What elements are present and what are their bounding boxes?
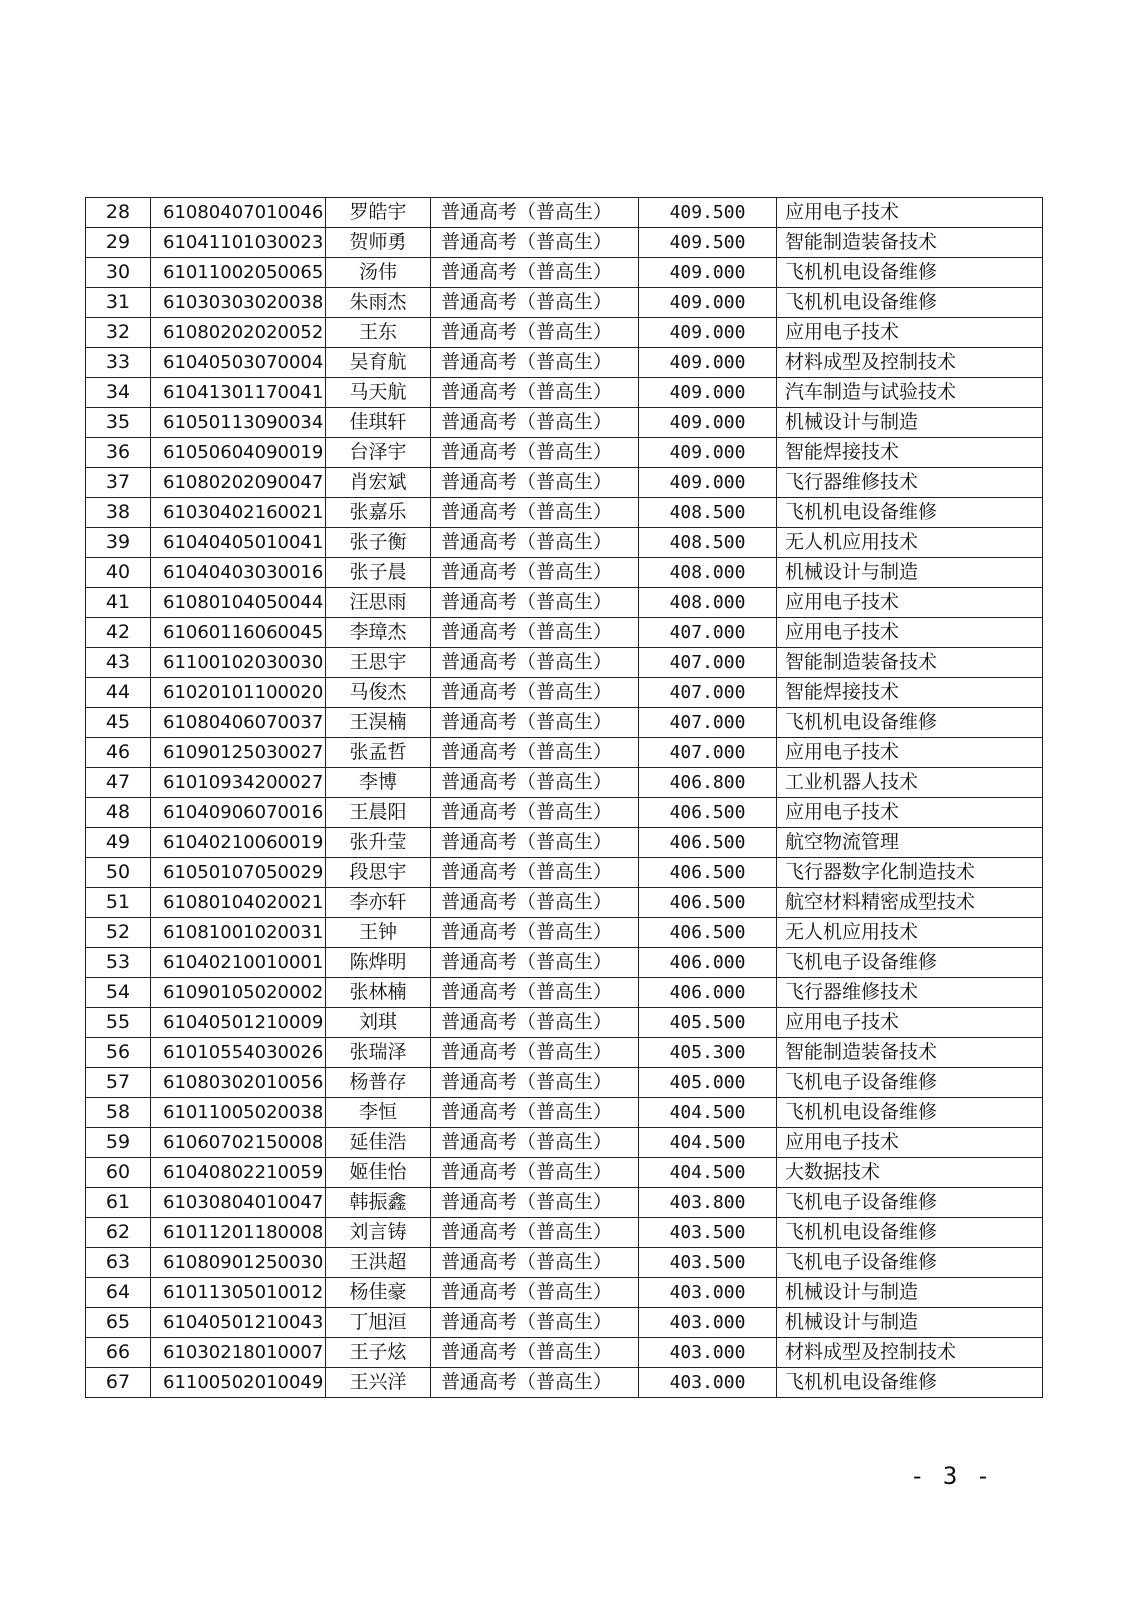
table-row xyxy=(86,1338,1043,1368)
table-row xyxy=(86,738,1043,768)
table-row xyxy=(86,948,1043,978)
major-cell: 飞机机电设备维修 xyxy=(777,1368,1043,1398)
row-number-cell: 30 xyxy=(86,258,151,288)
admission-type-cell: 普通高考（普高生） xyxy=(431,288,639,318)
row-number-cell: 50 xyxy=(86,858,151,888)
row-number-cell: 29 xyxy=(86,228,151,258)
score-cell: 406.500 xyxy=(639,828,777,858)
student-name-cell: 张升莹 xyxy=(326,828,431,858)
exam-id-cell: 61040503070004 xyxy=(151,348,326,378)
exam-id-cell: 61080406070037 xyxy=(151,708,326,738)
score-cell: 406.500 xyxy=(639,798,777,828)
table-row xyxy=(86,318,1043,348)
score-cell: 403.000 xyxy=(639,1278,777,1308)
admission-type-cell: 普通高考（普高生） xyxy=(431,678,639,708)
student-name-cell: 肖宏斌 xyxy=(326,468,431,498)
score-cell: 408.500 xyxy=(639,498,777,528)
major-cell: 机械设计与制造 xyxy=(777,1308,1043,1338)
row-number-cell: 54 xyxy=(86,978,151,1008)
exam-id-cell: 61081001020031 xyxy=(151,918,326,948)
row-number-cell: 34 xyxy=(86,378,151,408)
admission-type-cell: 普通高考（普高生） xyxy=(431,1248,639,1278)
score-cell: 409.000 xyxy=(639,468,777,498)
major-cell: 应用电子技术 xyxy=(777,318,1043,348)
admission-type-cell: 普通高考（普高生） xyxy=(431,798,639,828)
table-row xyxy=(86,1128,1043,1158)
exam-id-cell: 61080202090047 xyxy=(151,468,326,498)
score-cell: 407.000 xyxy=(639,618,777,648)
exam-id-cell: 61030402160021 xyxy=(151,498,326,528)
table-row xyxy=(86,1008,1043,1038)
exam-id-cell: 61080104050044 xyxy=(151,588,326,618)
exam-id-cell: 61041301170041 xyxy=(151,378,326,408)
student-name-cell: 杨佳豪 xyxy=(326,1278,431,1308)
exam-id-cell: 61040405010041 xyxy=(151,528,326,558)
major-cell: 航空材料精密成型技术 xyxy=(777,888,1043,918)
table-row xyxy=(86,408,1043,438)
row-number-cell: 39 xyxy=(86,528,151,558)
student-name-cell: 朱雨杰 xyxy=(326,288,431,318)
exam-id-cell: 61040210010001 xyxy=(151,948,326,978)
major-cell: 大数据技术 xyxy=(777,1158,1043,1188)
major-cell: 汽车制造与试验技术 xyxy=(777,378,1043,408)
score-cell: 405.000 xyxy=(639,1068,777,1098)
major-cell: 飞机电子设备维修 xyxy=(777,1068,1043,1098)
table-row xyxy=(86,888,1043,918)
table-row xyxy=(86,978,1043,1008)
major-cell: 飞行器数字化制造技术 xyxy=(777,858,1043,888)
row-number-cell: 36 xyxy=(86,438,151,468)
admission-type-cell: 普通高考（普高生） xyxy=(431,648,639,678)
table-row xyxy=(86,348,1043,378)
table-row xyxy=(86,558,1043,588)
major-cell: 应用电子技术 xyxy=(777,1008,1043,1038)
table-row xyxy=(86,288,1043,318)
student-name-cell: 姬佳怡 xyxy=(326,1158,431,1188)
student-name-cell: 王钟 xyxy=(326,918,431,948)
table-row xyxy=(86,498,1043,528)
admission-type-cell: 普通高考（普高生） xyxy=(431,828,639,858)
score-cell: 403.000 xyxy=(639,1338,777,1368)
student-name-cell: 延佳浩 xyxy=(326,1128,431,1158)
table-row xyxy=(86,1038,1043,1068)
table-row xyxy=(86,1278,1043,1308)
major-cell: 应用电子技术 xyxy=(777,1128,1043,1158)
exam-id-cell: 61011201180008 xyxy=(151,1218,326,1248)
row-number-cell: 66 xyxy=(86,1338,151,1368)
score-cell: 406.000 xyxy=(639,978,777,1008)
student-name-cell: 王子炫 xyxy=(326,1338,431,1368)
table-row xyxy=(86,828,1043,858)
student-name-cell: 张子衡 xyxy=(326,528,431,558)
major-cell: 飞机电子设备维修 xyxy=(777,1248,1043,1278)
row-number-cell: 35 xyxy=(86,408,151,438)
row-number-cell: 32 xyxy=(86,318,151,348)
student-name-cell: 李璋杰 xyxy=(326,618,431,648)
table-row xyxy=(86,1068,1043,1098)
row-number-cell: 57 xyxy=(86,1068,151,1098)
admission-type-cell: 普通高考（普高生） xyxy=(431,498,639,528)
admission-type-cell: 普通高考（普高生） xyxy=(431,318,639,348)
admission-type-cell: 普通高考（普高生） xyxy=(431,708,639,738)
student-name-cell: 张孟哲 xyxy=(326,738,431,768)
major-cell: 智能焊接技术 xyxy=(777,678,1043,708)
major-cell: 机械设计与制造 xyxy=(777,558,1043,588)
major-cell: 飞机电子设备维修 xyxy=(777,948,1043,978)
row-number-cell: 47 xyxy=(86,768,151,798)
score-cell: 404.500 xyxy=(639,1128,777,1158)
student-name-cell: 丁旭洹 xyxy=(326,1308,431,1338)
admission-type-cell: 普通高考（普高生） xyxy=(431,1008,639,1038)
score-cell: 406.500 xyxy=(639,918,777,948)
student-name-cell: 李恒 xyxy=(326,1098,431,1128)
exam-id-cell: 61050107050029 xyxy=(151,858,326,888)
admission-type-cell: 普通高考（普高生） xyxy=(431,858,639,888)
admission-type-cell: 普通高考（普高生） xyxy=(431,1038,639,1068)
score-cell: 403.500 xyxy=(639,1218,777,1248)
major-cell: 智能制造装备技术 xyxy=(777,648,1043,678)
major-cell: 飞机机电设备维修 xyxy=(777,1098,1043,1128)
row-number-cell: 52 xyxy=(86,918,151,948)
score-cell: 406.500 xyxy=(639,888,777,918)
admission-type-cell: 普通高考（普高生） xyxy=(431,1098,639,1128)
row-number-cell: 28 xyxy=(86,198,151,228)
exam-id-cell: 61010554030026 xyxy=(151,1038,326,1068)
major-cell: 飞机机电设备维修 xyxy=(777,1218,1043,1248)
score-cell: 405.300 xyxy=(639,1038,777,1068)
major-cell: 飞机机电设备维修 xyxy=(777,708,1043,738)
major-cell: 无人机应用技术 xyxy=(777,528,1043,558)
page-number: - 3 - xyxy=(910,1462,993,1490)
major-cell: 飞行器维修技术 xyxy=(777,468,1043,498)
admission-type-cell: 普通高考（普高生） xyxy=(431,588,639,618)
row-number-cell: 59 xyxy=(86,1128,151,1158)
exam-id-cell: 61050113090034 xyxy=(151,408,326,438)
exam-id-cell: 61040403030016 xyxy=(151,558,326,588)
row-number-cell: 37 xyxy=(86,468,151,498)
exam-id-cell: 61090125030027 xyxy=(151,738,326,768)
admission-table-body xyxy=(86,198,1043,1398)
score-cell: 403.000 xyxy=(639,1368,777,1398)
admission-type-cell: 普通高考（普高生） xyxy=(431,978,639,1008)
student-name-cell: 张嘉乐 xyxy=(326,498,431,528)
student-name-cell: 台泽宇 xyxy=(326,438,431,468)
row-number-cell: 51 xyxy=(86,888,151,918)
score-cell: 409.000 xyxy=(639,348,777,378)
row-number-cell: 60 xyxy=(86,1158,151,1188)
major-cell: 机械设计与制造 xyxy=(777,408,1043,438)
student-name-cell: 王晨阳 xyxy=(326,798,431,828)
table-row xyxy=(86,588,1043,618)
exam-id-cell: 61040906070016 xyxy=(151,798,326,828)
table-row xyxy=(86,1248,1043,1278)
exam-id-cell: 61040501210009 xyxy=(151,1008,326,1038)
exam-id-cell: 61080407010046 xyxy=(151,198,326,228)
major-cell: 飞机机电设备维修 xyxy=(777,258,1043,288)
major-cell: 应用电子技术 xyxy=(777,618,1043,648)
row-number-cell: 31 xyxy=(86,288,151,318)
student-name-cell: 张子晨 xyxy=(326,558,431,588)
student-name-cell: 汤伟 xyxy=(326,258,431,288)
major-cell: 航空物流管理 xyxy=(777,828,1043,858)
table-row xyxy=(86,1368,1043,1398)
student-name-cell: 汪思雨 xyxy=(326,588,431,618)
admission-table xyxy=(85,197,1043,1398)
table-row xyxy=(86,1098,1043,1128)
table-row xyxy=(86,228,1043,258)
exam-id-cell: 61040210060019 xyxy=(151,828,326,858)
student-name-cell: 王淏楠 xyxy=(326,708,431,738)
table-row xyxy=(86,618,1043,648)
admission-type-cell: 普通高考（普高生） xyxy=(431,408,639,438)
major-cell: 飞行器维修技术 xyxy=(777,978,1043,1008)
student-name-cell: 贺师勇 xyxy=(326,228,431,258)
table-row xyxy=(86,648,1043,678)
table-row xyxy=(86,858,1043,888)
exam-id-cell: 61010934200027 xyxy=(151,768,326,798)
row-number-cell: 49 xyxy=(86,828,151,858)
score-cell: 409.000 xyxy=(639,378,777,408)
score-cell: 408.000 xyxy=(639,558,777,588)
major-cell: 材料成型及控制技术 xyxy=(777,348,1043,378)
row-number-cell: 58 xyxy=(86,1098,151,1128)
row-number-cell: 40 xyxy=(86,558,151,588)
score-cell: 408.500 xyxy=(639,528,777,558)
admission-type-cell: 普通高考（普高生） xyxy=(431,378,639,408)
admission-type-cell: 普通高考（普高生） xyxy=(431,888,639,918)
admission-type-cell: 普通高考（普高生） xyxy=(431,228,639,258)
student-name-cell: 王思宇 xyxy=(326,648,431,678)
admission-type-cell: 普通高考（普高生） xyxy=(431,1218,639,1248)
row-number-cell: 33 xyxy=(86,348,151,378)
row-number-cell: 65 xyxy=(86,1308,151,1338)
admission-type-cell: 普通高考（普高生） xyxy=(431,1308,639,1338)
exam-id-cell: 61100502010049 xyxy=(151,1368,326,1398)
student-name-cell: 王东 xyxy=(326,318,431,348)
major-cell: 机械设计与制造 xyxy=(777,1278,1043,1308)
admission-type-cell: 普通高考（普高生） xyxy=(431,1068,639,1098)
row-number-cell: 45 xyxy=(86,708,151,738)
exam-id-cell: 61041101030023 xyxy=(151,228,326,258)
exam-id-cell: 61030303020038 xyxy=(151,288,326,318)
major-cell: 智能制造装备技术 xyxy=(777,228,1043,258)
score-cell: 405.500 xyxy=(639,1008,777,1038)
score-cell: 409.000 xyxy=(639,438,777,468)
exam-id-cell: 61040802210059 xyxy=(151,1158,326,1188)
row-number-cell: 43 xyxy=(86,648,151,678)
table-row xyxy=(86,528,1043,558)
table-row xyxy=(86,468,1043,498)
student-name-cell: 张瑞泽 xyxy=(326,1038,431,1068)
major-cell: 应用电子技术 xyxy=(777,588,1043,618)
table-row xyxy=(86,798,1043,828)
student-name-cell: 刘言铸 xyxy=(326,1218,431,1248)
exam-id-cell: 61020101100020 xyxy=(151,678,326,708)
score-cell: 409.000 xyxy=(639,318,777,348)
table-row xyxy=(86,768,1043,798)
exam-id-cell: 61011002050065 xyxy=(151,258,326,288)
major-cell: 应用电子技术 xyxy=(777,798,1043,828)
score-cell: 406.800 xyxy=(639,768,777,798)
score-cell: 409.500 xyxy=(639,198,777,228)
table-row xyxy=(86,1308,1043,1338)
exam-id-cell: 61080302010056 xyxy=(151,1068,326,1098)
student-name-cell: 佳琪轩 xyxy=(326,408,431,438)
table-row xyxy=(86,1158,1043,1188)
row-number-cell: 48 xyxy=(86,798,151,828)
exam-id-cell: 61050604090019 xyxy=(151,438,326,468)
row-number-cell: 64 xyxy=(86,1278,151,1308)
student-name-cell: 吴育航 xyxy=(326,348,431,378)
score-cell: 408.000 xyxy=(639,588,777,618)
row-number-cell: 67 xyxy=(86,1368,151,1398)
exam-id-cell: 61080901250030 xyxy=(151,1248,326,1278)
major-cell: 应用电子技术 xyxy=(777,738,1043,768)
row-number-cell: 46 xyxy=(86,738,151,768)
table-row xyxy=(86,678,1043,708)
admission-type-cell: 普通高考（普高生） xyxy=(431,768,639,798)
score-cell: 407.000 xyxy=(639,648,777,678)
admission-type-cell: 普通高考（普高生） xyxy=(431,438,639,468)
student-name-cell: 李亦轩 xyxy=(326,888,431,918)
admission-type-cell: 普通高考（普高生） xyxy=(431,258,639,288)
exam-id-cell: 61080104020021 xyxy=(151,888,326,918)
student-name-cell: 韩振鑫 xyxy=(326,1188,431,1218)
score-cell: 403.800 xyxy=(639,1188,777,1218)
student-name-cell: 陈烨明 xyxy=(326,948,431,978)
student-name-cell: 张林楠 xyxy=(326,978,431,1008)
score-cell: 407.000 xyxy=(639,678,777,708)
admission-type-cell: 普通高考（普高生） xyxy=(431,198,639,228)
score-cell: 404.500 xyxy=(639,1098,777,1128)
major-cell: 飞机电子设备维修 xyxy=(777,1188,1043,1218)
score-cell: 409.000 xyxy=(639,288,777,318)
admission-type-cell: 普通高考（普高生） xyxy=(431,918,639,948)
exam-id-cell: 61060702150008 xyxy=(151,1128,326,1158)
major-cell: 智能制造装备技术 xyxy=(777,1038,1043,1068)
row-number-cell: 62 xyxy=(86,1218,151,1248)
exam-id-cell: 61030804010047 xyxy=(151,1188,326,1218)
student-name-cell: 马俊杰 xyxy=(326,678,431,708)
score-cell: 407.000 xyxy=(639,708,777,738)
row-number-cell: 61 xyxy=(86,1188,151,1218)
major-cell: 应用电子技术 xyxy=(777,198,1043,228)
student-name-cell: 刘琪 xyxy=(326,1008,431,1038)
exam-id-cell: 61011305010012 xyxy=(151,1278,326,1308)
score-cell: 407.000 xyxy=(639,738,777,768)
score-cell: 403.000 xyxy=(639,1308,777,1338)
admission-type-cell: 普通高考（普高生） xyxy=(431,1278,639,1308)
student-name-cell: 罗皓宇 xyxy=(326,198,431,228)
student-name-cell: 李博 xyxy=(326,768,431,798)
row-number-cell: 55 xyxy=(86,1008,151,1038)
exam-id-cell: 61100102030030 xyxy=(151,648,326,678)
row-number-cell: 56 xyxy=(86,1038,151,1068)
admission-type-cell: 普通高考（普高生） xyxy=(431,1338,639,1368)
row-number-cell: 41 xyxy=(86,588,151,618)
table-row xyxy=(86,1188,1043,1218)
exam-id-cell: 61030218010007 xyxy=(151,1338,326,1368)
exam-id-cell: 61060116060045 xyxy=(151,618,326,648)
table-row xyxy=(86,438,1043,468)
major-cell: 材料成型及控制技术 xyxy=(777,1338,1043,1368)
major-cell: 智能焊接技术 xyxy=(777,438,1043,468)
table-row xyxy=(86,918,1043,948)
score-cell: 409.000 xyxy=(639,408,777,438)
row-number-cell: 38 xyxy=(86,498,151,528)
admission-type-cell: 普通高考（普高生） xyxy=(431,1188,639,1218)
student-name-cell: 段思宇 xyxy=(326,858,431,888)
admission-type-cell: 普通高考（普高生） xyxy=(431,618,639,648)
exam-id-cell: 61090105020002 xyxy=(151,978,326,1008)
major-cell: 工业机器人技术 xyxy=(777,768,1043,798)
admission-type-cell: 普通高考（普高生） xyxy=(431,1128,639,1158)
admission-type-cell: 普通高考（普高生） xyxy=(431,558,639,588)
row-number-cell: 63 xyxy=(86,1248,151,1278)
table-row xyxy=(86,378,1043,408)
major-cell: 无人机应用技术 xyxy=(777,918,1043,948)
row-number-cell: 42 xyxy=(86,618,151,648)
table-row xyxy=(86,198,1043,228)
student-name-cell: 王兴洋 xyxy=(326,1368,431,1398)
admission-type-cell: 普通高考（普高生） xyxy=(431,1158,639,1188)
exam-id-cell: 61011005020038 xyxy=(151,1098,326,1128)
exam-id-cell: 61040501210043 xyxy=(151,1308,326,1338)
table-row xyxy=(86,1218,1043,1248)
score-cell: 406.500 xyxy=(639,858,777,888)
table-row xyxy=(86,708,1043,738)
exam-id-cell: 61080202020052 xyxy=(151,318,326,348)
admission-type-cell: 普通高考（普高生） xyxy=(431,348,639,378)
score-cell: 404.500 xyxy=(639,1158,777,1188)
table-row xyxy=(86,258,1043,288)
score-cell: 403.500 xyxy=(639,1248,777,1278)
major-cell: 飞机机电设备维修 xyxy=(777,498,1043,528)
score-cell: 406.000 xyxy=(639,948,777,978)
admission-type-cell: 普通高考（普高生） xyxy=(431,1368,639,1398)
admission-type-cell: 普通高考（普高生） xyxy=(431,738,639,768)
row-number-cell: 53 xyxy=(86,948,151,978)
major-cell: 飞机机电设备维修 xyxy=(777,288,1043,318)
student-name-cell: 杨普存 xyxy=(326,1068,431,1098)
row-number-cell: 44 xyxy=(86,678,151,708)
admission-type-cell: 普通高考（普高生） xyxy=(431,528,639,558)
admission-type-cell: 普通高考（普高生） xyxy=(431,468,639,498)
student-name-cell: 王洪超 xyxy=(326,1248,431,1278)
student-name-cell: 马天航 xyxy=(326,378,431,408)
score-cell: 409.500 xyxy=(639,228,777,258)
score-cell: 409.000 xyxy=(639,258,777,288)
admission-type-cell: 普通高考（普高生） xyxy=(431,948,639,978)
